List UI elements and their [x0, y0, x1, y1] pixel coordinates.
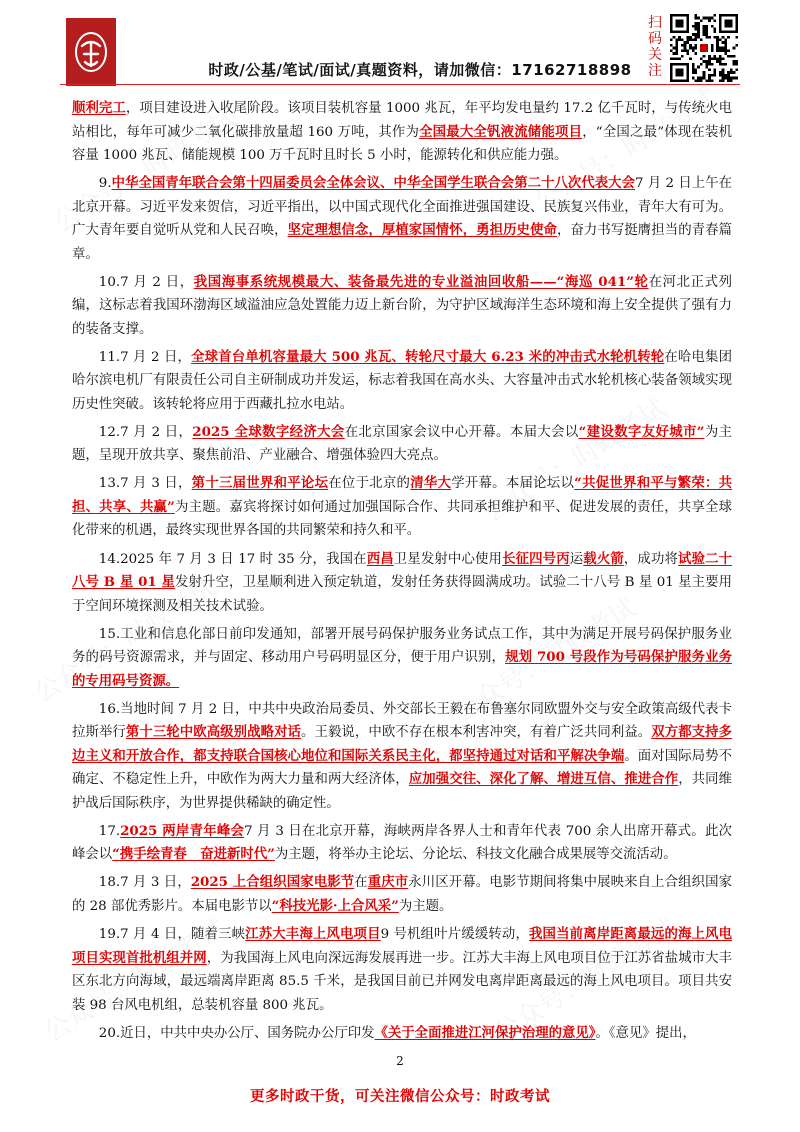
- text-segment: 19.7 月 4 日，随着三峡: [98, 927, 246, 943]
- text-segment: 在位于北京的: [328, 476, 411, 492]
- highlighted-keyphrase: 2025 两岸青年峰会: [120, 822, 245, 839]
- text-segment: 11.7 月 2 日，: [98, 349, 192, 365]
- paragraph-continuation: [72, 97, 732, 168]
- text-segment: 15.工业和信息化部日前印发通知，部署开展号码保护服务业务试点工作，其中为满足开展号码保护服务业务的码号资源需求，并与固定、移动用户号码明显区分，便于用户识别，: [72, 626, 732, 666]
- text-segment: ，为我国海上风电向深远海发展再进一步。江苏大丰海上风电项目位于江苏省盐城市大丰区东北方向海域，最远端离岸距离 85.5 千米，是我国目前已并网发电离岸距离最远的海上风电项目。项目共安装 98 台风电机组，总装机容量 800 兆瓦。: [72, 950, 733, 1013]
- highlighted-keyphrase: 江苏大丰海上风电项目: [245, 926, 381, 943]
- text-segment: 16.当地时间 7 月 2 日，中共中央政治局委员、外交部长王毅在布鲁塞尔同欧盟外交与安全政策高级代表卡拉斯举行: [72, 701, 732, 741]
- text-segment: 14.2025 年 7 月 3 日 17 时 35 分，我国在: [98, 551, 367, 567]
- text-segment: 为主题。嘉宾将探讨如何通过加强国际合作、共同承担维护和平、促进发展的责任，共享全球化带来的机遇，最终实现世界各国的共同繁荣和持久和平。: [72, 499, 733, 539]
- highlighted-keyphrase: “建设数字友好城市”: [578, 423, 705, 440]
- news-item: [72, 871, 732, 918]
- text-segment: ，奋力书写挺膺担当的青春篇章。: [72, 223, 733, 262]
- news-item: [72, 623, 732, 694]
- highlighted-keyphrase: 全球首台单机容量最大 500 兆瓦、转轮尺寸最大 6.23 米的冲击式水轮机转轮: [191, 348, 665, 365]
- text-segment: 17.: [98, 823, 121, 839]
- text-segment: 运: [569, 551, 584, 567]
- text-segment: 卫星发射中心使用: [393, 551, 503, 567]
- text-segment: 永川区开幕。电影节期间将集中展映来自上合组织国家的 28 部优秀影片。本届电影节以: [72, 875, 733, 914]
- news-item: [72, 472, 732, 543]
- text-segment: 在: [354, 875, 368, 891]
- text-segment: 在哈电集团哈尔滨电机厂有限责任公司自主研制成功并发运，标志着我国在高水头、大容量冲击式水轮机核心装备领域实现历史性突破。该转轮将应用于西藏扎拉水电站。: [72, 349, 732, 412]
- highlighted-keyphrase: 《关于全面推进江河保护治理的意见》: [374, 1024, 596, 1041]
- highlighted-keyphrase: 全国最大全钒液流储能项目: [419, 123, 583, 140]
- highlighted-keyphrase: “科技光影·上合风采”: [271, 897, 399, 914]
- text-segment: 。王毅说，中欧不存在根本利害冲突，有着广泛共同利益。: [301, 725, 652, 741]
- text-segment: 12.7 月 2 日，: [98, 424, 193, 440]
- highlighted-keyphrase: 第十三轮中欧高级别战略对话: [125, 724, 302, 741]
- highlighted-keyphrase: “携手绘青春 奋进新时代”: [112, 846, 275, 863]
- text-segment: 10.7 月 2 日，: [98, 274, 194, 290]
- news-item: [72, 271, 732, 342]
- text-segment: 为主题，将举办主论坛、分论坛、科技文化融合成果展等交流活动。: [274, 847, 677, 863]
- text-segment: 。面对国际局势不确定、不稳定性上升，中欧作为两大力量和两大经济体，: [72, 748, 732, 788]
- text-segment: ，成功将: [623, 551, 679, 567]
- highlighted-keyphrase: 载火箭: [583, 550, 624, 567]
- highlighted-keyphrase: 试验二十八号 B 星 01 星: [72, 550, 733, 591]
- news-item: [72, 172, 732, 266]
- highlighted-keyphrase: 双方都支持多边主义和开放合作，都支持联合国核心地位和国际关系民主化，都坚持通过对话和平解决争端: [72, 724, 733, 764]
- news-item: [72, 820, 732, 867]
- news-item: [72, 923, 732, 1017]
- highlighted-keyphrase: 长征四号丙: [502, 550, 570, 567]
- text-segment: 在北京国家会议中心开幕。本届大会以: [344, 424, 579, 440]
- highlighted-keyphrase: 清华大: [410, 475, 452, 492]
- highlighted-keyphrase: 2025 全球数字经济大会: [192, 423, 345, 440]
- text-segment: 。《意见》提出，: [595, 1025, 696, 1041]
- highlighted-keyphrase: 规划 700 号段作为号码保护服务业务的专用码号资源。: [72, 649, 732, 689]
- text-segment: 学开幕。本届论坛以: [451, 476, 575, 492]
- highlighted-keyphrase: 应加强交往、深化了解、增进互信、推进合作: [408, 771, 679, 788]
- news-item: [72, 346, 732, 417]
- footer-promo: 更多时政干货，可关注微信公众号：时政考试: [250, 1089, 550, 1105]
- text-segment: 7 月 3 日在北京开幕，海峡两岸各界人士和青年代表 700 余人出席开幕式。此次峰会以: [72, 823, 732, 863]
- qr-code-icon: [670, 14, 738, 82]
- highlighted-keyphrase: 顺利完工: [72, 100, 126, 116]
- header-slogan: 时政/公基/笔试/面试/真题资料，请加微信：17162718898: [208, 61, 632, 79]
- text-segment: ，“全国之最”体现在装机容量 1000 兆瓦、储能规模 100 万千瓦时且时长 5 小时，能源转化和供应能力强。: [72, 124, 732, 163]
- text-segment: ，项目建设进入收尾阶段。该项目装机容量 1000 兆瓦，年平均发电量约 17.2 亿千瓦时，与传统火电站相比，每年可减少二氧化碳排放量超 160 万吨，其作为: [72, 101, 733, 140]
- highlighted-keyphrase: 2025 上合组织国家电影节: [190, 874, 355, 891]
- text-segment: ，共同维护战后国际秩序，为世界提供稀缺的确定性。: [72, 772, 733, 811]
- header-divider: [60, 84, 740, 85]
- text-segment: 20.近日，中共中央办公厅、国务院办公厅印发: [98, 1025, 375, 1041]
- text-segment: 18.7 月 3 日，: [98, 875, 191, 891]
- highlighted-keyphrase: 第十三届世界和平论坛: [191, 475, 329, 492]
- text-segment: 9 号机组叶片缓缓转动，: [380, 927, 529, 943]
- news-item: [72, 548, 732, 619]
- highlighted-keyphrase: “共促世界和平与繁荣：共担、共享、共赢”: [72, 475, 733, 515]
- highlighted-keyphrase: 西昌: [366, 550, 394, 567]
- page-number: 2: [396, 1054, 404, 1068]
- text-segment: 为主题。: [398, 898, 453, 914]
- text-segment: 发射升空，卫星顺利进入预定轨道，发射任务获得圆满成功。试验二十八号 B 星 01 星主要用于空间环境探测及相关技术试验。: [72, 575, 732, 614]
- highlighted-keyphrase: 我国当前离岸距离最远的海上风电项目实现首批机组并网: [72, 926, 733, 966]
- highlighted-keyphrase: 坚定理想信念，厚植家国情怀，勇担历史使命: [287, 222, 557, 239]
- highlighted-keyphrase: 中华全国青年联合会第十四届委员会全体会议、中华全国学生联合会第二十八次代表大会: [111, 175, 636, 192]
- highlighted-keyphrase: 重庆市: [367, 874, 409, 891]
- document-body: [72, 97, 732, 1050]
- news-item: [72, 698, 732, 816]
- text-segment: 13.7 月 3 日，: [98, 476, 192, 492]
- highlighted-keyphrase: 我国海事系统规模最大、装备最先进的专业溢油回收船——“海巡 041”轮: [193, 273, 649, 290]
- scan-to-follow-label: 扫码关注: [648, 15, 662, 79]
- news-item: [72, 1022, 732, 1046]
- text-segment: 9.: [98, 176, 112, 192]
- text-segment: 7 月 2 日上午在北京开幕。习近平发来贺信，习近平指出，以中国式现代化全面推进强国建设、民族复兴伟业，青年大有可为。广大青年要自觉听从党和人民召唤，: [72, 176, 733, 239]
- text-segment: 为主题，呈现开放共享、聚焦前沿、产业融合、增强体验四大亮点。: [72, 424, 733, 464]
- text-segment: 在河北正式列编，这标志着我国环渤海区域溢油应急处置能力迈上新台阶，为守护区域海洋生态环境和海上安全提供了强有力的装备支撑。: [72, 274, 732, 337]
- news-item: [72, 421, 732, 468]
